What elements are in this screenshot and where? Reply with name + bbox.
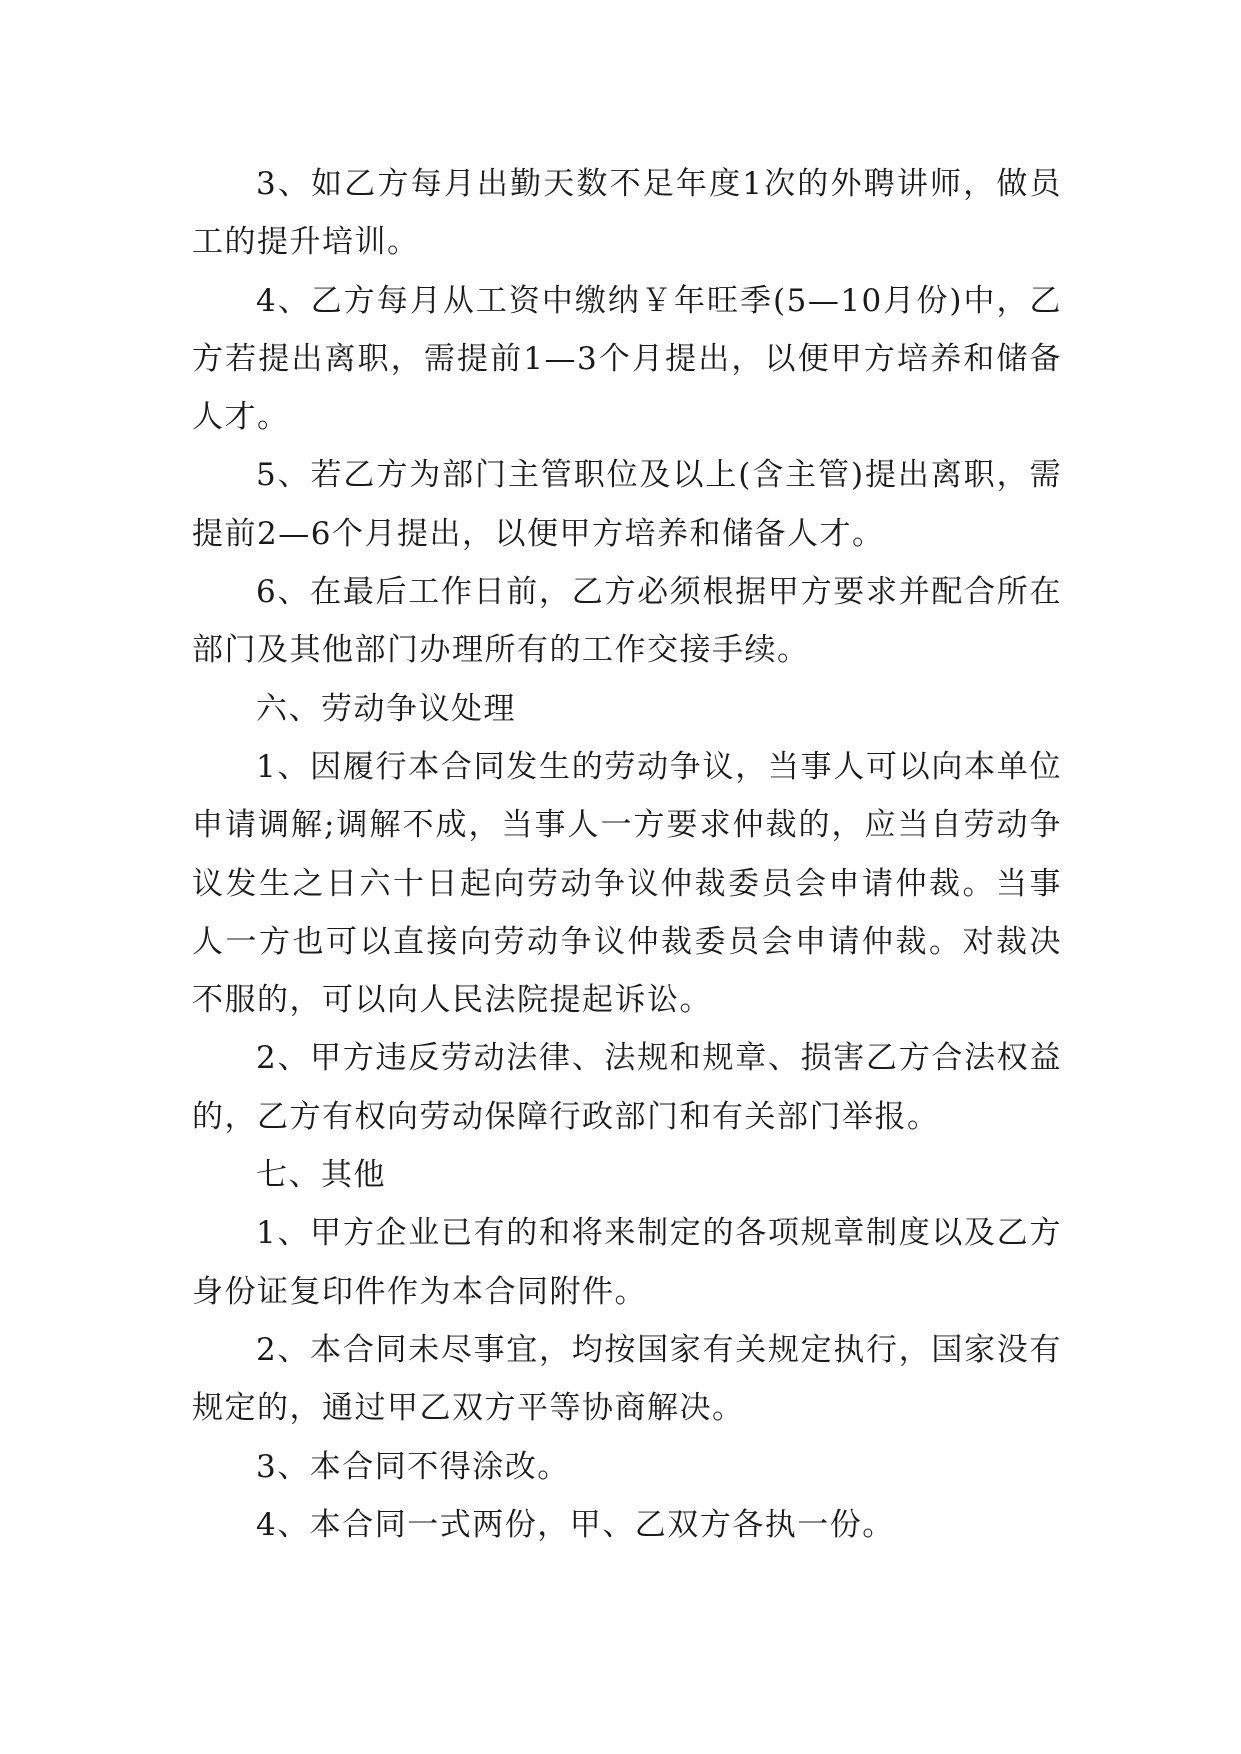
clause-paragraph: 4、本合同一式两份，甲、乙双方各执一份。 <box>256 1506 895 1543</box>
clause-paragraph: 1、甲方企业已有的和将来制定的各项规章制度以及乙方身份证复印件作为本合同附件。 <box>192 1215 1062 1310</box>
clause-paragraph: 4、乙方每月从工资中缴纳￥年旺季(5—10月份)中，乙方若提出离职，需提前1—3个月提出，以便甲方培养和储备人才。 <box>192 282 1062 436</box>
clause-paragraph: 5、若乙方为部门主管职位及以上(含主管)提出离职，需提前2—6个月提出，以便甲方培养和储备人才。 <box>192 457 1062 552</box>
section-heading: 七、其他 <box>256 1157 386 1194</box>
clause-paragraph: 6、在最后工作日前，乙方必须根据甲方要求并配合所在部门及其他部门办理所有的工作交接手续。 <box>192 574 1062 669</box>
clause-paragraph: 2、甲方违反劳动法律、法规和规章、损害乙方合法权益的，乙方有权向劳动保障行政部门和有关部门举报。 <box>192 1040 1062 1135</box>
clause-paragraph: 2、本合同未尽事宜，均按国家有关规定执行，国家没有规定的，通过甲乙双方平等协商解决。 <box>192 1331 1062 1427</box>
document-body <box>192 155 1062 1554</box>
section-heading: 六、劳动争议处理 <box>256 690 516 727</box>
clause-paragraph: 3、如乙方每月出勤天数不足年度1次的外聘讲师，做员工的提升培训。 <box>192 166 1062 261</box>
clause-paragraph: 1、因履行本合同发生的劳动争议，当事人可以向本单位申请调解;调解不成，当事人一方要求仲裁的，应当自劳动争议发生之日六十日起向劳动争议仲裁委员会申请仲裁。当事人一方也可以直接向劳动争议仲裁委员会申请仲裁。对裁决不服的，可以向人民法院提起诉讼。 <box>192 748 1062 1019</box>
clause-paragraph: 3、本合同不得涂改。 <box>256 1448 570 1485</box>
